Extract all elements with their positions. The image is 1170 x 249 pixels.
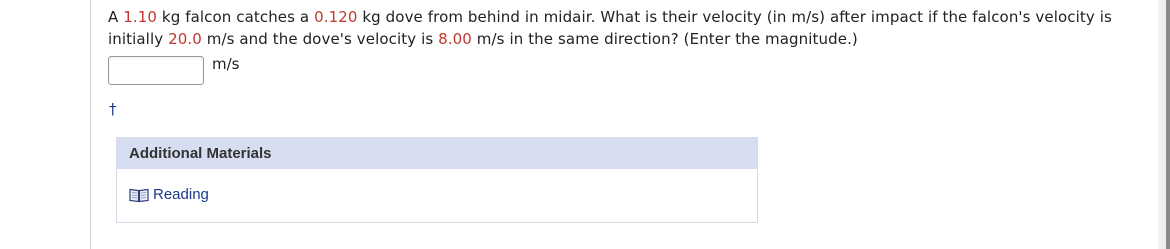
footnote-marker: † (109, 100, 117, 118)
question-text-part: A (108, 8, 124, 26)
falcon-velocity-value: 20.0 (168, 30, 202, 48)
dove-mass-value: 0.120 (314, 8, 358, 26)
reading-label: Reading (153, 186, 209, 203)
answer-input[interactable] (108, 56, 204, 85)
reading-link[interactable] (129, 186, 209, 203)
question-text-part: kg dove from behind in midair. What is their velocity (in m/s) after impact if the falcon's velocity is initially (108, 8, 1112, 48)
answer-unit: m/s (212, 55, 240, 73)
answer-row (108, 55, 239, 85)
additional-materials-header: Additional Materials (117, 138, 757, 169)
additional-materials-panel (116, 137, 758, 223)
scrollbar-thumb[interactable] (1166, 0, 1170, 249)
left-divider (90, 0, 91, 249)
falcon-mass-value: 1.10 (123, 8, 158, 26)
question-text-part: m/s in the same direction? (Enter the magnitude.) (471, 30, 858, 48)
question-text-part: m/s and the dove's velocity is (201, 30, 439, 48)
question-text-part: kg falcon catches a (157, 8, 315, 26)
book-icon (129, 187, 149, 203)
dove-velocity-value: 8.00 (438, 30, 472, 48)
question-text (108, 6, 1148, 50)
